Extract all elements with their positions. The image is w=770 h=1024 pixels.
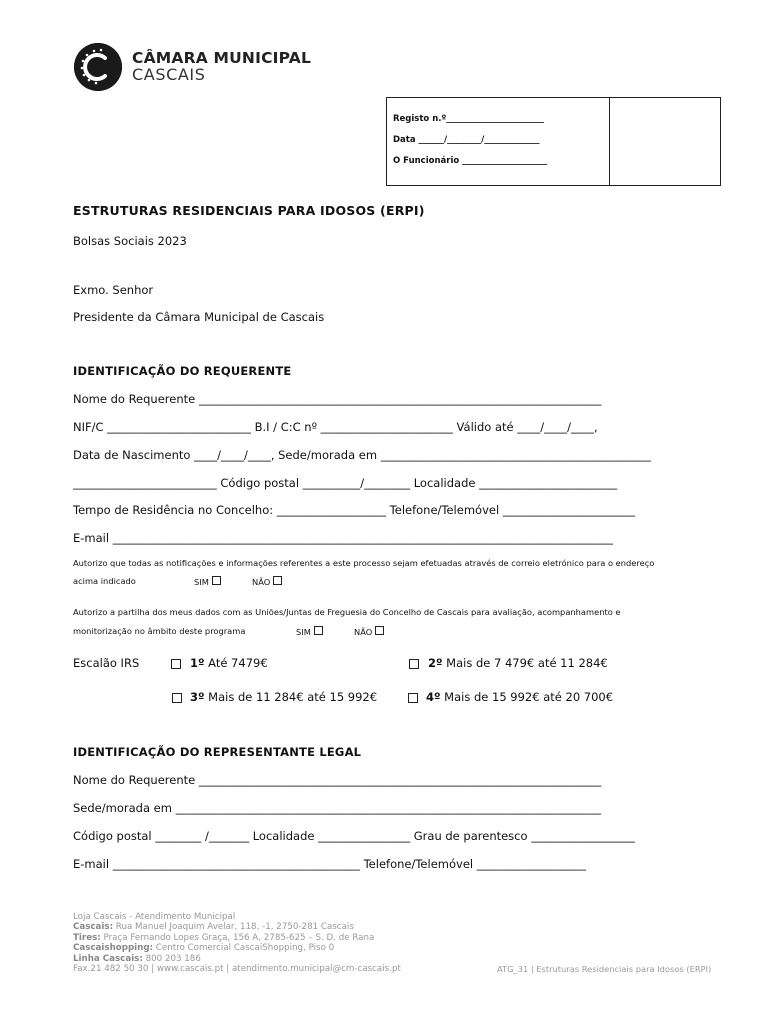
cascais-logo-icon [74, 43, 122, 91]
footer-shopping-label: Cascaishopping: [73, 943, 154, 954]
logo-title: CÂMARA MUNICIPAL [132, 49, 312, 67]
requerente-residencia-field[interactable]: Tempo de Residência no Concelho: ___________________ Telefone/Telemóvel _______________________ [73, 503, 636, 517]
footer-tires [73, 933, 401, 943]
footer-cascais [73, 922, 401, 932]
footer-linha [73, 954, 401, 964]
consent-email-text: Autorizo que todas as notificações e informações referentes a este processo sejam efetuadas através de correio eletrónico para o endereço [73, 558, 655, 568]
requerente-nascimento-field[interactable]: Data de Nascimento ____/____/____, Sede/morada em _______________________________________________ [73, 448, 651, 462]
data-field[interactable]: Data ______/________/_____________ [393, 135, 540, 145]
consent-email-nao[interactable] [252, 576, 282, 587]
checkbox-icon[interactable] [375, 626, 384, 635]
consent-email-text-2: acima indicado [73, 576, 136, 586]
escalao-3-checkbox[interactable] [172, 693, 182, 703]
escalao-1-option [190, 656, 268, 670]
footer-shopping-text: Centro Comercial CascaiShopping, Piso 0 [153, 943, 335, 954]
footer-address [73, 912, 401, 974]
escalao-4-text: Mais de 15 992€ até 20 700€ [444, 690, 614, 704]
salutation: Exmo. Senhor [73, 283, 154, 297]
registo-field[interactable]: Registo n.º_______________________ [393, 114, 545, 124]
checkbox-icon[interactable] [212, 576, 221, 585]
requerente-nome-field[interactable]: Nome do Requerente ______________________________________________________________________ [73, 392, 602, 406]
requerente-heading: IDENTIFICAÇÃO DO REQUERENTE [73, 364, 292, 378]
consent-share-text: Autorizo a partilha dos meus dados com as Uniões/Juntas de Freguesia do Concelho de Cascais para avaliação, acompanhamento e [73, 607, 621, 617]
representante-heading: IDENTIFICAÇÃO DO REPRESENTANTE LEGAL [73, 745, 362, 759]
representante-nome-field[interactable]: Nome do Requerente ______________________________________________________________________ [73, 773, 602, 787]
consent-share-sim[interactable] [296, 626, 323, 637]
nao-label: NÃO [252, 577, 271, 587]
escalao-2-num: 2º [428, 656, 443, 670]
checkbox-icon[interactable] [273, 576, 282, 585]
escalao-2-checkbox[interactable] [409, 659, 419, 669]
registration-box-divider [609, 97, 610, 186]
footer-tires-label: Tires: [73, 932, 101, 943]
escalao-1-num: 1º [190, 656, 205, 670]
sim-label: SIM [296, 627, 311, 637]
escalao-2-option [428, 656, 608, 670]
page-title: ESTRUTURAS RESIDENCIAIS PARA IDOSOS (ERPI) [73, 203, 425, 218]
requerente-email-field[interactable]: E-mail _______________________________________________________________________________________ [73, 531, 613, 545]
escalao-3-num: 3º [190, 690, 205, 704]
footer-tires-text: Praça Fernando Lopes Graça, 156 A, 2785-625 – S. D. de Rana [100, 932, 375, 943]
logo-subtitle: CASCAIS [132, 65, 206, 84]
escalao-3-option [190, 690, 377, 704]
consent-share-nao[interactable] [354, 626, 384, 637]
footer-cascais-text: Rua Manuel Joaquim Avelar, 118, -1, 2750-281 Cascais [113, 922, 354, 933]
escalao-1-checkbox[interactable] [171, 659, 181, 669]
requerente-nif-field[interactable]: NIF/C _________________________ B.I / C:C nº _______________________ Válido até ____/____/____, [73, 420, 598, 434]
checkbox-icon[interactable] [314, 626, 323, 635]
escalao-1-text: Até 7479€ [208, 656, 268, 670]
representante-codigo-field[interactable]: Código postal ________ /_______ Localidade ________________ Grau de parentesco __________________ [73, 829, 635, 843]
footer-line1: Loja Cascais - Atendimento Municipal [73, 912, 236, 922]
nao-label: NÃO [354, 627, 373, 637]
escalao-4-option [426, 690, 613, 704]
representante-email-field[interactable]: E-mail ___________________________________________ Telefone/Telemóvel ___________________ [73, 857, 586, 871]
footer-shopping [73, 943, 401, 953]
escalao-3-text: Mais de 11 284€ até 15 992€ [208, 690, 378, 704]
document-reference: ATG_31 | Estruturas Residenciais para Idosos (ERPI) [497, 964, 712, 974]
requerente-codigo-field[interactable]: _________________________ Código postal __________/________ Localidade ________________________ [73, 476, 618, 490]
sim-label: SIM [194, 577, 209, 587]
escalao-2-text: Mais de 7 479€ até 11 284€ [446, 656, 608, 670]
escalao-label: Escalão IRS [73, 656, 140, 670]
funcionario-field[interactable]: O Funcionário ____________________ [393, 156, 548, 166]
escalao-4-num: 4º [426, 690, 441, 704]
page-subtitle: Bolsas Sociais 2023 [73, 234, 187, 248]
recipient: Presidente da Câmara Municipal de Cascais [73, 310, 325, 324]
escalao-4-checkbox[interactable] [408, 693, 418, 703]
footer-linha-text: 800 203 186 [142, 953, 201, 964]
footer-linha-label: Linha Cascais: [73, 953, 143, 964]
consent-email-sim[interactable] [194, 576, 221, 587]
footer-cascais-label: Cascais: [73, 922, 114, 933]
representante-morada-field[interactable]: Sede/morada em __________________________________________________________________________ [73, 801, 602, 815]
footer-contact: Fax.21 482 50 30 | www.cascais.pt | atendimento.municipal@cm-cascais.pt [73, 964, 401, 975]
consent-share-text-2: monitorização no âmbito deste programa [73, 626, 246, 636]
